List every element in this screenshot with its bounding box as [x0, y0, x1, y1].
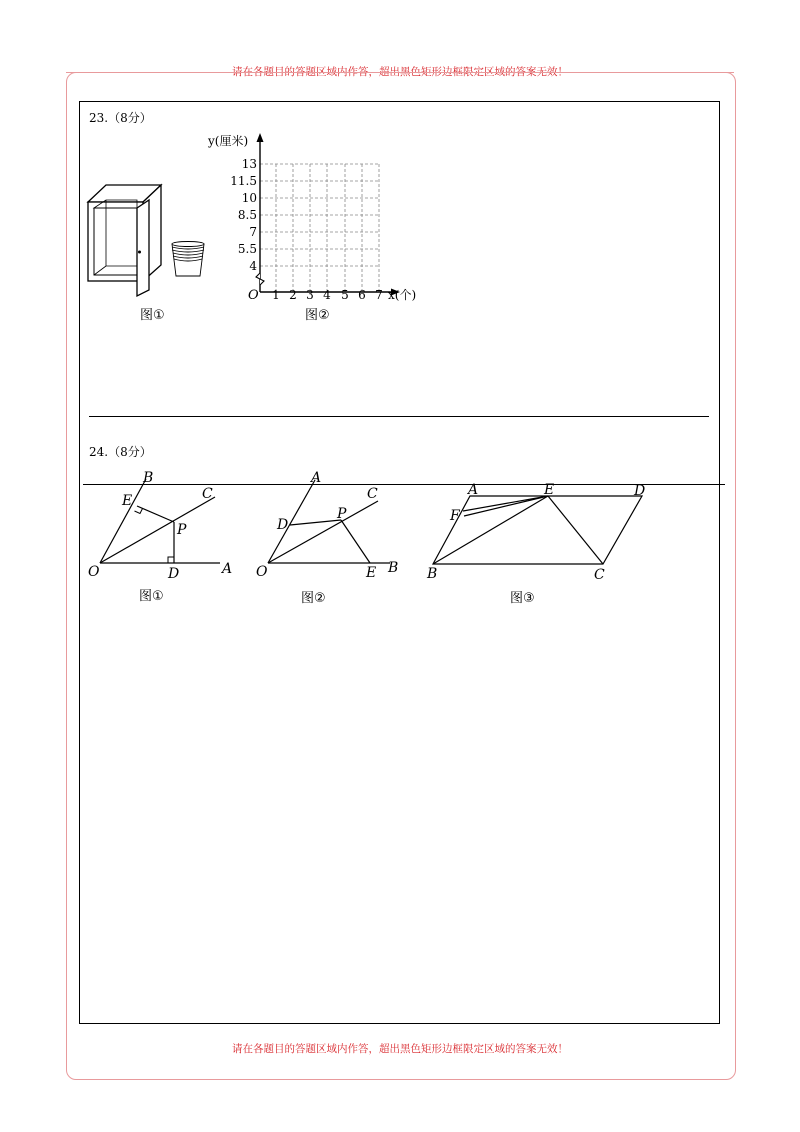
- axis-break-icon: [256, 273, 264, 285]
- fig1-label-D: D: [168, 566, 180, 582]
- q23-fig2-x-ticks: [200, 285, 400, 305]
- question-separator: [89, 416, 709, 417]
- x-tick-3-label: 3: [306, 288, 314, 302]
- q24-number: 24.（8分）: [89, 445, 152, 459]
- fig2-label-A: A: [311, 470, 322, 486]
- fig2-label-P: P: [337, 506, 347, 522]
- x-axis-label: x(个): [388, 288, 417, 302]
- x-tick-4-label: 4: [323, 288, 331, 302]
- y-tick-4: 4: [249, 259, 257, 273]
- fig2-label-O: O: [256, 564, 268, 580]
- fig2-label-E: E: [366, 565, 377, 581]
- fig3-label-C: C: [594, 567, 605, 583]
- x-tick-7-label: 7: [375, 288, 383, 302]
- fig1-label-C: C: [202, 486, 213, 502]
- fig3-label-B: B: [427, 566, 438, 582]
- origin-label: O: [248, 288, 259, 303]
- fig1-label-A: A: [222, 561, 233, 577]
- fig3-label-D: D: [634, 483, 646, 499]
- q23-fig1-caption: 图①: [140, 308, 165, 323]
- y-tick-13: 13: [241, 157, 257, 171]
- q23-fig2-caption: 图②: [305, 308, 330, 323]
- grid-lines: [260, 164, 379, 292]
- bottom-warning-text: 请在各题目的答题区域内作答，超出黑色矩形边框限定区域的答案无效！: [232, 1043, 568, 1055]
- x-tick-2-label: 2: [289, 288, 297, 302]
- q23-fig2-coordinate-grid: [200, 125, 430, 305]
- q24-fig3-caption: 图③: [510, 591, 535, 606]
- y-tick-5-5: 5.5: [237, 242, 257, 256]
- y-axis-label: y(厘米): [208, 134, 249, 148]
- q24-fig1-geometry: [80, 465, 240, 585]
- fig1-label-B: B: [143, 470, 154, 486]
- q24-fig2-caption: 图②: [301, 591, 326, 606]
- fig1-label-E: E: [122, 493, 133, 509]
- fig1-label-O: O: [88, 564, 100, 580]
- x-tick-5-label: 5: [341, 288, 349, 302]
- top-warning-text: 请在各题目的答题区域内作答，超出黑色矩形边框限定区域的答案无效！: [232, 66, 568, 78]
- fig2-label-B: B: [388, 560, 399, 576]
- fig1-label-P: P: [177, 522, 187, 538]
- x-tick-6-label: 6: [358, 288, 366, 302]
- y-tick-11-5: 11.5: [230, 174, 257, 188]
- y-tick-7: 7: [249, 225, 257, 239]
- q23-fig1-cabinet-illustration: [86, 180, 216, 298]
- y-tick-8-5: 8.5: [237, 208, 257, 222]
- q24-fig2-geometry: [250, 465, 410, 585]
- x-tick-1-label: 1: [272, 288, 280, 302]
- q24-fig1-caption: 图①: [139, 589, 164, 604]
- fig2-label-C: C: [367, 486, 378, 502]
- fig3-label-F: F: [450, 508, 460, 524]
- fig3-label-E: E: [544, 482, 555, 498]
- q24-fig3-geometry: [420, 470, 660, 585]
- y-axis-arrow-icon: [257, 133, 264, 142]
- y-tick-10: 10: [241, 191, 257, 205]
- fig3-label-A: A: [468, 482, 479, 498]
- q23-number: 23.（8分）: [89, 111, 152, 125]
- fig2-label-D: D: [277, 517, 289, 533]
